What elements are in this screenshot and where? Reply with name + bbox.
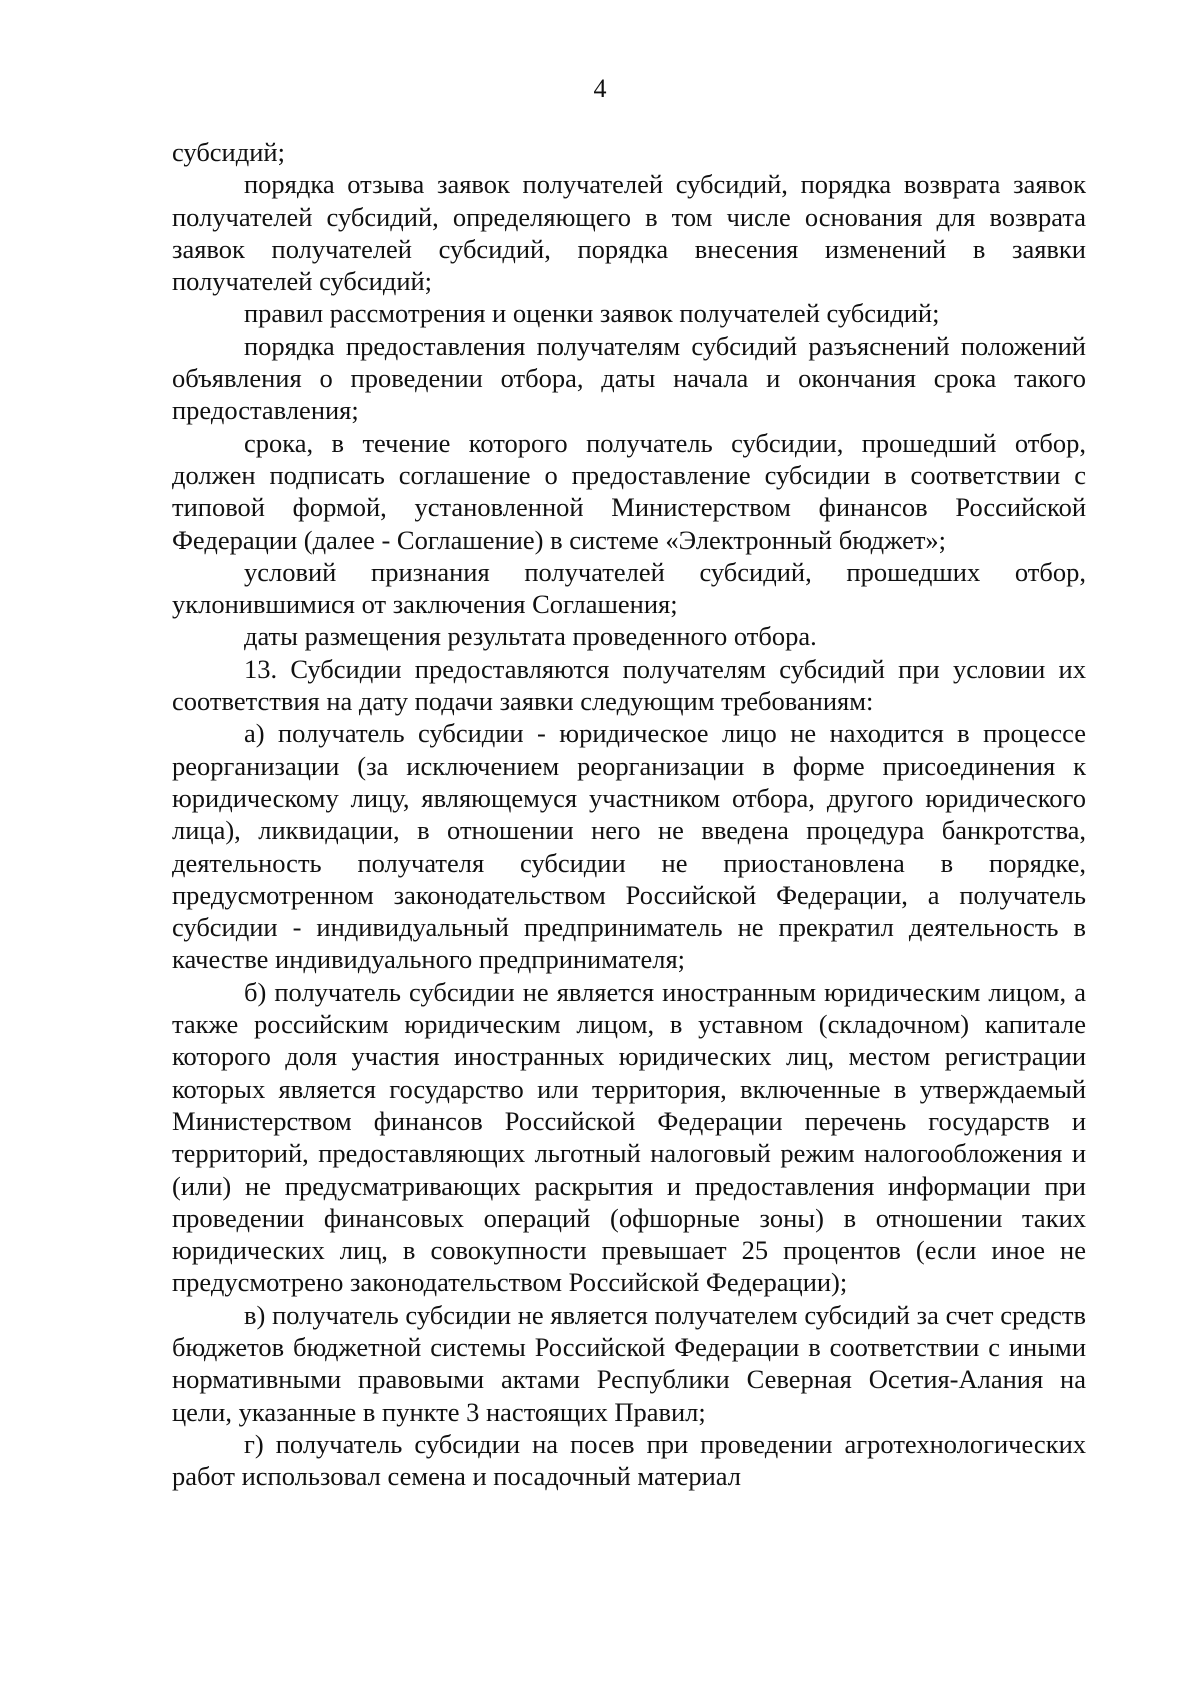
page-number: 4: [593, 74, 607, 103]
paragraph-item-g: г) получатель субсидии на посев при проведении агротехнологических работ использовал семена и посадочный материал: [172, 1428, 1086, 1492]
paragraph-section-13: 13. Субсидии предоставляются получателям субсидий при условии их соответствия на дату подачи заявки следующим требованиям:: [172, 653, 1086, 717]
paragraph-agreement-deadline: срока, в течение которого получатель субсидии, прошедший отбор, должен подписать соглашение о предоставление субсидии в соответствии с типовой формой, установленной Министерством финансов Российской Федерации (далее - Соглашение) в системе «Электронный бюджет»;: [172, 427, 1086, 555]
paragraph-continuation: субсидий;: [172, 137, 285, 167]
paragraph-review-rules: правил рассмотрения и оценки заявок получателей субсидий;: [244, 298, 940, 329]
paragraph-clarifications: порядка предоставления получателям субсидий разъяснений положений объявления о проведении отбора, даты начала и окончания срока такого предоставления;: [172, 330, 1086, 426]
paragraph-withdrawal-order: порядка отзыва заявок получателей субсидий, порядка возврата заявок получателей субсидий, определяющего в том числе основания для возврата заявок получателей субсидий, порядка внесения изменений в заявки получателей субсидий;: [172, 169, 1086, 297]
paragraph-evasion-conditions: условий признания получателей субсидий, прошедших отбор, уклонившимися от заключения Соглашения;: [172, 556, 1086, 620]
paragraph-item-b: б) получатель субсидии не является иностранным юридическим лицом, а также российским юридическим лицом, в уставном (складочном) капитале которого доля участия иностранных юридических лиц, местом регистрации которых является государство или территория, включенные в утверждаемый Министерством финансов Российской Федерации перечень государств и территорий, предоставляющих льготный налоговый режим налогообложения и (или) не предусматривающих раскрытия и предоставления информации при проведении финансовых операций (офшорные зоны) в отношении таких юридических лиц, в совокупности превышает 25 процентов (если иное не предусмотрено законодательством Российской Федерации);: [172, 976, 1086, 1298]
paragraph-item-a: а) получатель субсидии - юридическое лицо не находится в процессе реорганизации (за исключением реорганизации в форме присоединения к юридическому лицу, являющемуся участником отбора, другого юридического лица), ликвидации, в отношении него не введена процедура банкротства, деятельность получателя субсидии не приостановлена в порядке, предусмотренном законодательством Российской Федерации, а получатель субсидии - индивидуальный предприниматель не прекратил деятельность в качестве индивидуального предпринимателя;: [172, 718, 1086, 975]
document-body: [172, 136, 1086, 1492]
paragraph-results-date: даты размещения результата проведенного отбора.: [244, 621, 817, 652]
paragraph-item-v: в) получатель субсидии не является получателем субсидий за счет средств бюджетов бюджетной системы Российской Федерации в соответствии с иными нормативными правовыми актами Республики Северная Осетия-Алания на цели, указанные в пункте 3 настоящих Правил;: [172, 1299, 1086, 1427]
